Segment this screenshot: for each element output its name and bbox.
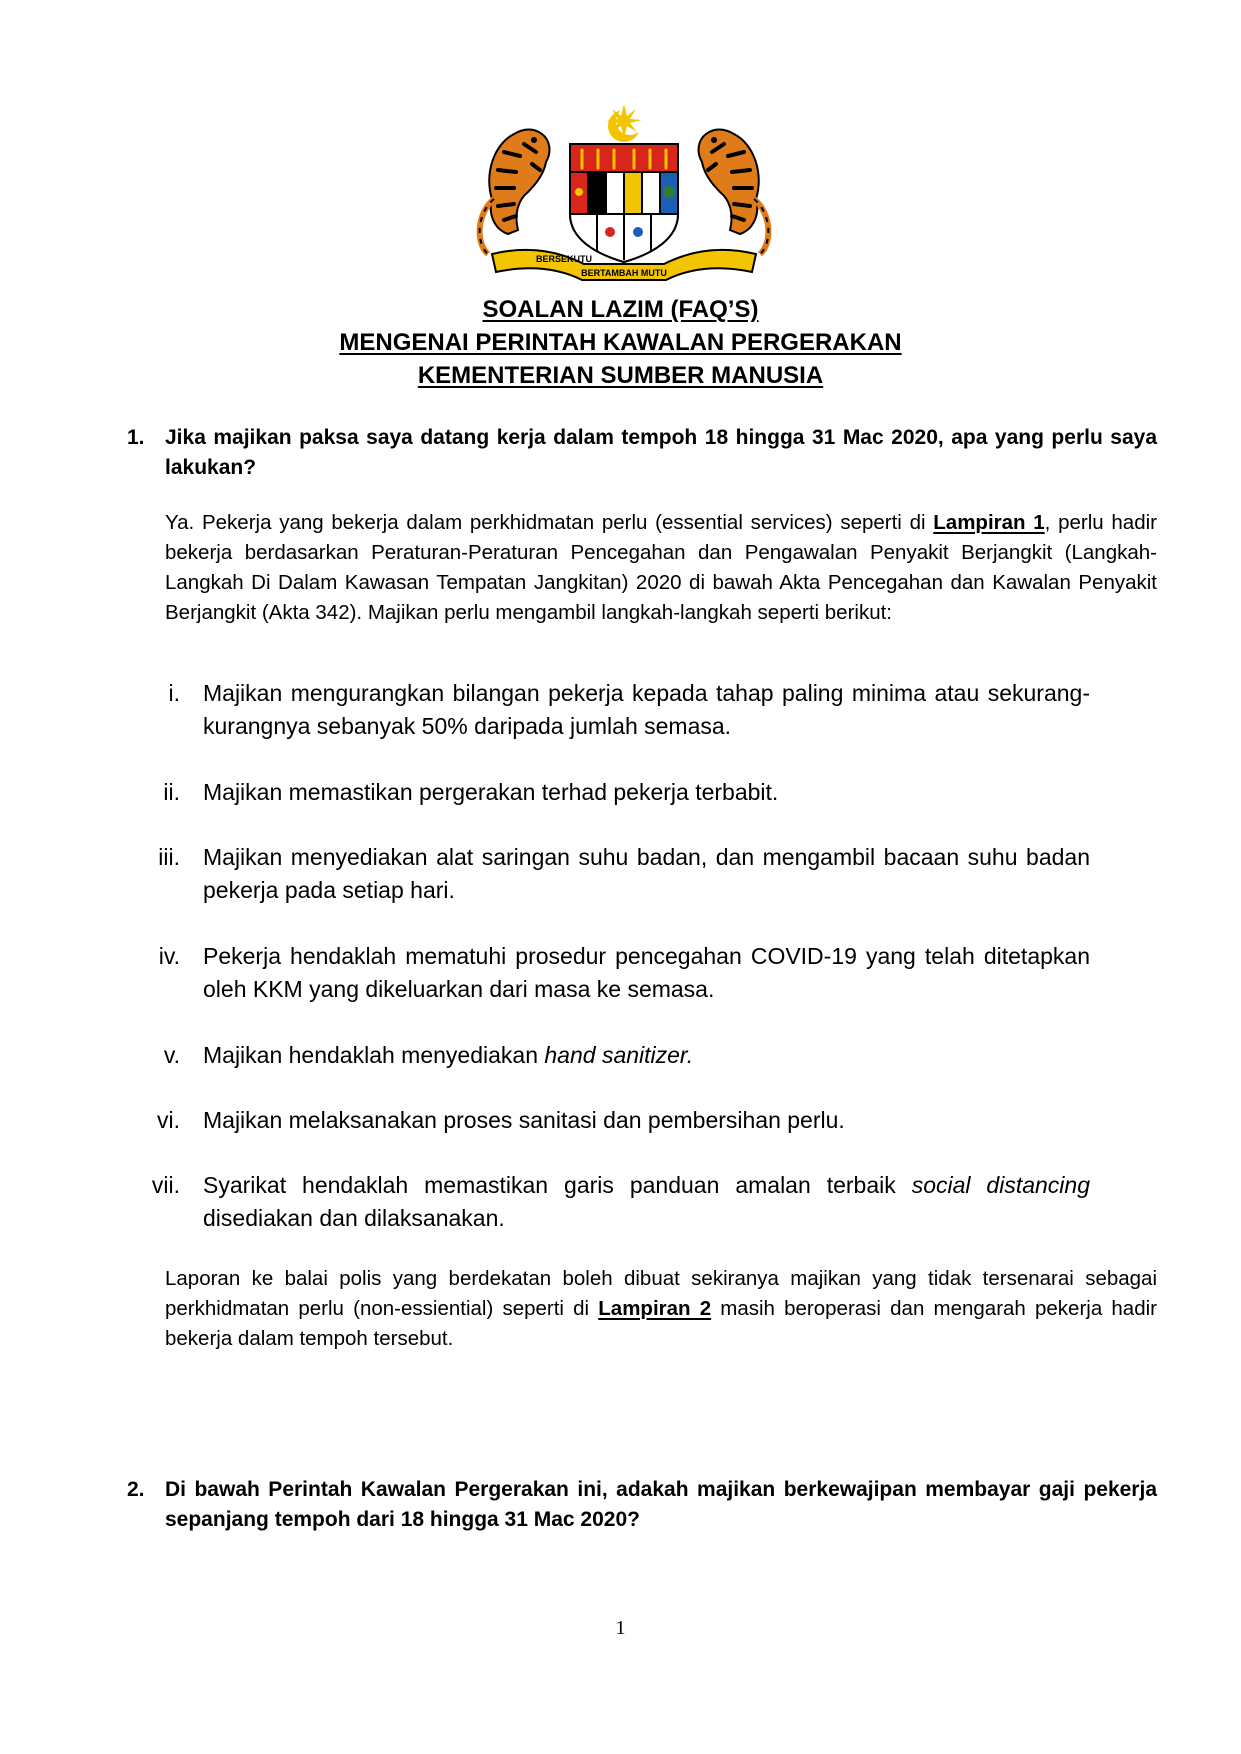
- question-number: 2.: [127, 1478, 145, 1501]
- list-item-text-plain: Majikan hendaklah menyediakan: [203, 1042, 545, 1068]
- list-item-number: v.: [163, 1042, 180, 1068]
- list-item-text-italic: hand sanitizer.: [544, 1042, 694, 1068]
- question-1: [127, 423, 1157, 483]
- list-item: [130, 1039, 1090, 1072]
- list-item-number: ii.: [163, 779, 180, 805]
- list-item: [130, 940, 1090, 1006]
- crest-motto-left: BERSEKUTU: [536, 254, 593, 264]
- list-item-text: Pekerja hendaklah mematuhi prosedur pencegahan COVID-19 yang telah ditetapkan oleh KKM yang dikeluarkan dari masa ke semasa.: [203, 943, 1090, 1002]
- document-title: [0, 293, 1241, 392]
- list-item: [130, 1169, 1090, 1235]
- list-item: [130, 677, 1090, 743]
- question-text: Di bawah Perintah Kawalan Pergerakan ini, adakah majikan berkewajipan membayar gaji pekerja sepanjang tempoh dari 18 hingga 31 Mac 2020?: [165, 1478, 1157, 1531]
- list-item-number: iv.: [158, 943, 180, 969]
- title-line-3: KEMENTERIAN SUMBER MANUSIA: [417, 362, 824, 389]
- list-item-text: Majikan mengurangkan bilangan pekerja kepada tahap paling minima atau sekurang-kurangnya sebanyak 50% daripada jumlah semasa.: [203, 680, 1090, 739]
- list-item-text: Majikan melaksanakan proses sanitasi dan pembersihan perlu.: [203, 1107, 845, 1133]
- question-2: [127, 1475, 1157, 1535]
- list-item: [130, 1104, 1090, 1137]
- answer-text-pre: Ya. Pekerja yang bekerja dalam perkhidmatan perlu (essential services) seperti di: [165, 511, 934, 534]
- list-item-text-italic: social distancing: [911, 1172, 1091, 1198]
- list-item-text-plain: Syarikat hendaklah memastikan garis panduan amalan terbaik: [203, 1172, 912, 1198]
- list-item-text: [203, 1039, 1090, 1072]
- list-item: [130, 776, 1090, 809]
- list-item-text: Majikan memastikan pergerakan terhad pekerja terbabit.: [203, 779, 779, 805]
- answer-1-intro: [165, 508, 1157, 628]
- coat-of-arms-logo: [474, 104, 774, 284]
- title-line-2: MENGENAI PERINTAH KAWALAN PERGERAKAN: [339, 329, 902, 356]
- lampiran-1-link: Lampiran 1: [933, 511, 1045, 534]
- list-item-number: vi.: [157, 1107, 180, 1133]
- list-item: [130, 841, 1090, 907]
- question-text: Jika majikan paksa saya datang kerja dalam tempoh 18 hingga 31 Mac 2020, apa yang perlu saya lakukan?: [165, 426, 1157, 479]
- list-item-number: iii.: [158, 844, 180, 870]
- lampiran-2-link: Lampiran 2: [598, 1297, 712, 1320]
- closing-text-post: masih beroperasi dan mengarah pekerja hadir bekerja dalam tempoh tersebut.: [165, 1297, 1157, 1350]
- crest-motto-bottom: BERTAMBAH MUTU: [581, 268, 667, 278]
- list-item-number: vii.: [151, 1172, 180, 1198]
- closing-text-pre: Laporan ke balai polis yang berdekatan boleh dibuat sekiranya majikan yang tidak tersenarai sebagai perkhidmatan perlu (non-essiential) seperti di: [165, 1267, 1157, 1320]
- list-item-text: [203, 1169, 1090, 1235]
- list-item-text: Majikan menyediakan alat saringan suhu badan, dan mengambil bacaan suhu badan pekerja pada setiap hari.: [203, 844, 1090, 903]
- answer-1-closing: [165, 1264, 1157, 1354]
- question-number: 1.: [127, 426, 145, 449]
- list-item-number: i.: [168, 680, 180, 706]
- page-number: 1: [615, 1617, 626, 1639]
- answer-text-post: , perlu hadir bekerja berdasarkan Peraturan-Peraturan Pencegahan dan Pengawalan Penyakit Berjangkit (Langkah-Langkah Di Dalam Kawasan Tempatan Jangkitan) 2020 di bawah Akta Pencegahan dan Kawalan Penyakit Berjangkit (Akta 342). Majikan perlu mengambil langkah-langkah seperti berikut:: [165, 511, 1157, 624]
- list-item-text-after: disediakan dan dilaksanakan.: [203, 1205, 505, 1231]
- title-line-1: SOALAN LAZIM (FAQ’S): [482, 296, 759, 323]
